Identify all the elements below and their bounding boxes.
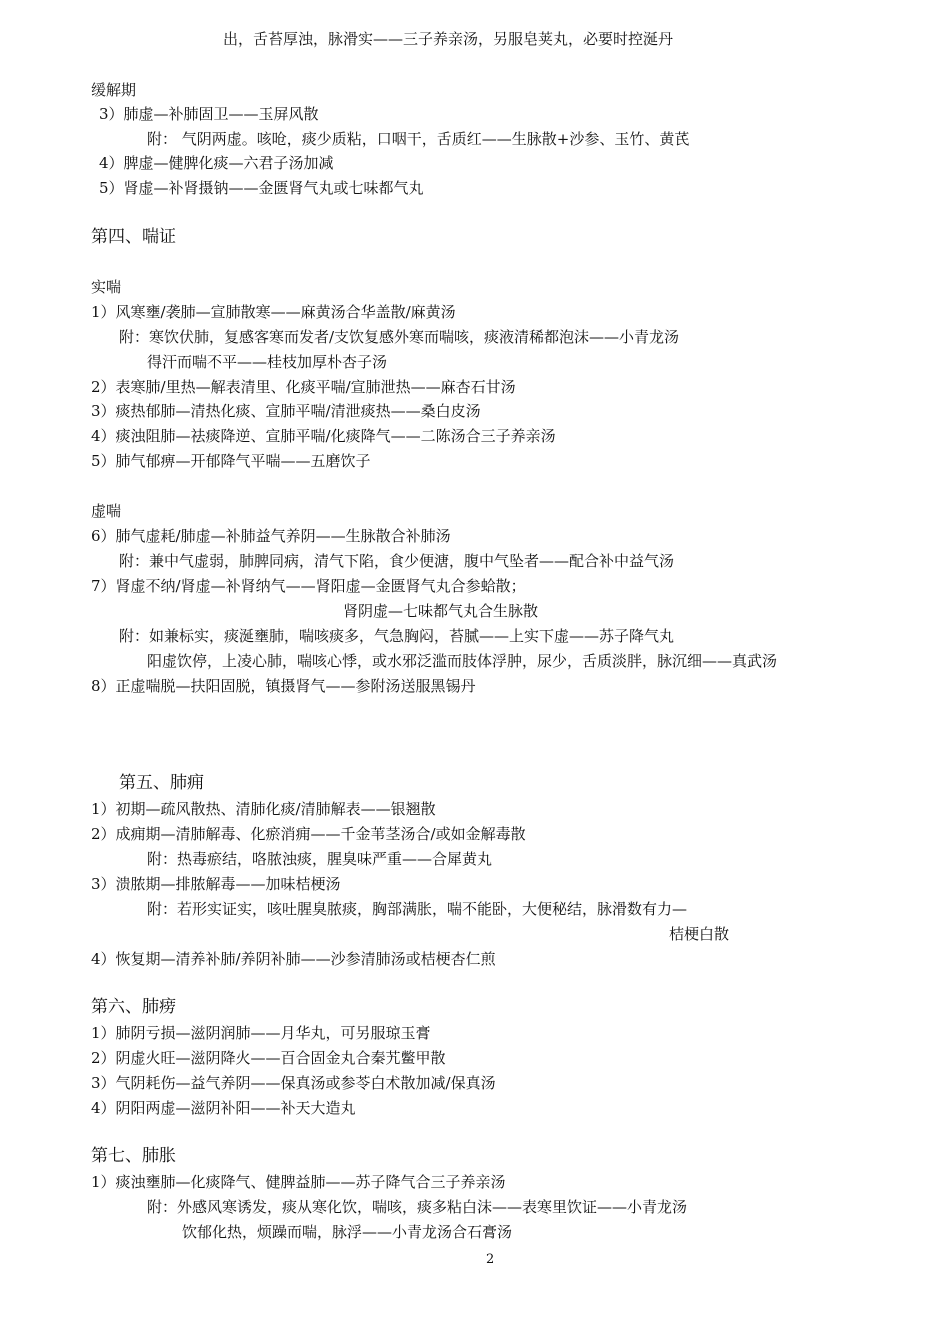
text-line: 3）痰热郁肺—清热化痰、宣肺平喘/清泄痰热——桑白皮汤: [91, 402, 481, 420]
deficiency-label: 虚喘: [91, 502, 122, 520]
section-heading: 第五、肺痈: [119, 773, 204, 793]
text-line: 4）痰浊阻肺—祛痰降逆、宣肺平喘/化痰降气——二陈汤合三子养亲汤: [91, 427, 556, 445]
text-line: 2）表寒肺/里热—解表清里、化痰平喘/宣肺泄热——麻杏石甘汤: [91, 378, 516, 396]
remission-label: 缓解期: [91, 81, 137, 99]
text-line: 2）阴虚火旺—滋阴降火——百合固金丸合秦艽鳖甲散: [91, 1049, 446, 1067]
text-line: 附：外感风寒诱发，痰从寒化饮，喘咳，痰多粘白沫——表寒里饮证——小青龙汤: [147, 1198, 688, 1216]
text-line: 4）阴阳两虚—滋阴补阳——补天大造丸: [91, 1099, 356, 1117]
text-line: 1）痰浊壅肺—化痰降气、健脾益肺——苏子降气合三子养亲汤: [91, 1173, 506, 1191]
text-line: 附：寒饮伏肺，复感客寒而发者/支饮复感外寒而喘咳，痰液清稀都泡沫——小青龙汤: [119, 328, 680, 346]
text-line: 附：如兼标实，痰涎壅肺，喘咳痰多，气急胸闷，苔腻——上实下虚——苏子降气丸: [119, 627, 675, 645]
text-line: 3）肺虚—补肺固卫——玉屏风散: [99, 105, 319, 123]
section-heading: 第七、肺胀: [91, 1146, 176, 1166]
header-line: 出，舌苔厚浊，脉滑实——三子养亲汤，另服皂荚丸，必要时控涎丹: [223, 30, 674, 48]
page-number: 2: [486, 1252, 495, 1267]
text-line: 5）肺气郁痹—开郁降气平喘——五磨饮子: [91, 452, 371, 470]
section-heading: 第六、肺痨: [91, 997, 176, 1017]
text-line: 饮郁化热，烦躁而喘，脉浮——小青龙汤合石膏汤: [182, 1223, 513, 1241]
text-line: 1）初期—疏风散热、清肺化痰/清肺解表——银翘散: [91, 800, 436, 818]
text-line: 4）恢复期—清养补肺/养阴补肺——沙参清肺汤或桔梗杏仁煎: [91, 950, 496, 968]
text-line: 2）成痈期—清肺解毒、化瘀消痈——千金苇茎汤合/或如金解毒散: [91, 825, 526, 843]
text-line: 附： 气阴两虚。咳呛，痰少质粘，口咽干，舌质红——生脉散+沙参、玉竹、黄芪: [147, 130, 690, 148]
text-line: 得汗而喘不平——桂枝加厚朴杏子汤: [147, 353, 388, 371]
text-line: 3）气阴耗伤—益气养阴——保真汤或参苓白术散加减/保真汤: [91, 1074, 496, 1092]
text-line: 肾阴虚—七味都气丸合生脉散: [343, 602, 539, 620]
text-line: 附：兼中气虚弱，肺脾同病，清气下陷，食少便溏，腹中气坠者——配合补中益气汤: [119, 552, 675, 570]
text-line: 1）风寒壅/袭肺—宣肺散寒——麻黄汤合华盖散/麻黄汤: [91, 303, 456, 321]
text-line: 6）肺气虚耗/肺虚—补肺益气养阴——生脉散合补肺汤: [91, 527, 451, 545]
section-heading: 第四、喘证: [91, 227, 176, 247]
text-line: 5）肾虚—补肾摄钠——金匮肾气丸或七味都气丸: [99, 179, 424, 197]
text-line: 4）脾虚—健脾化痰—六君子汤加减: [99, 154, 334, 172]
text-line: 附：热毒瘀结，咯脓浊痰，腥臭味严重——合犀黄丸: [147, 850, 493, 868]
excess-label: 实喘: [91, 278, 122, 296]
text-line: 阳虚饮停，上凌心肺，喘咳心悸，或水邪泛滥而肢体浮肿，尿少，舌质淡胖，脉沉细——真武汤: [147, 652, 778, 670]
text-line: 7）肾虚不纳/肾虚—补肾纳气——肾阳虚—金匮肾气丸合参蛤散；: [91, 577, 526, 595]
text-line: 1）肺阴亏损—滋阴润肺——月华丸，可另服琼玉膏: [91, 1024, 431, 1042]
text-line: 桔梗白散: [669, 925, 730, 943]
text-line: 附：若形实证实，咳吐腥臭脓痰，胸部满胀，喘不能卧，大便秘结，脉滑数有力—: [147, 900, 688, 918]
text-line: 8）正虚喘脱—扶阳固脱，镇摄肾气——参附汤送服黑锡丹: [91, 677, 476, 695]
text-line: 3）溃脓期—排脓解毒——加味桔梗汤: [91, 875, 341, 893]
